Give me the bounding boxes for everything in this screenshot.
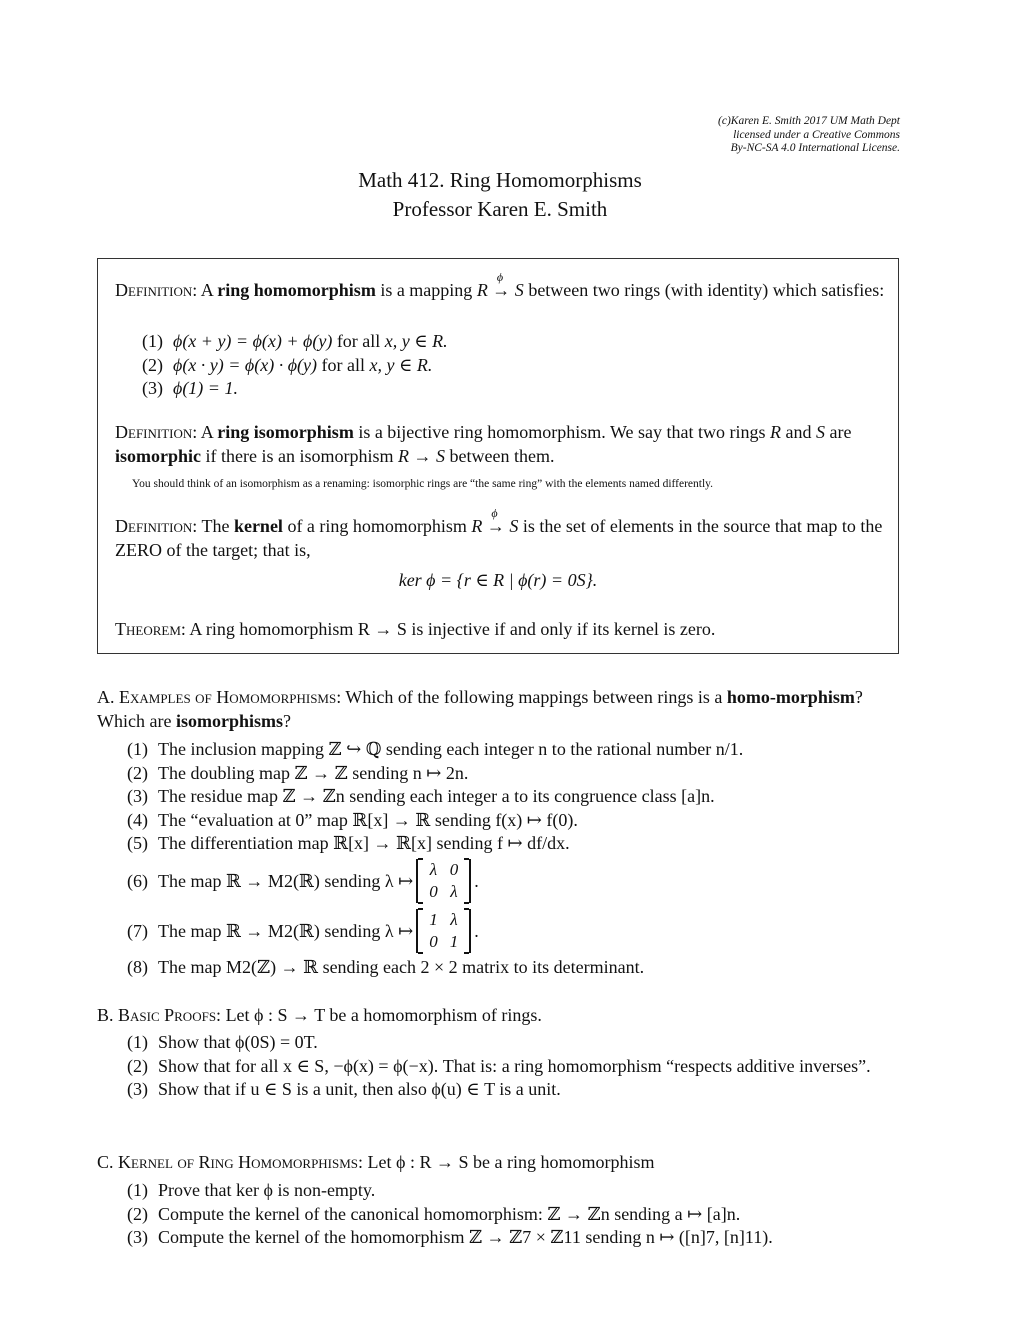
item-text: Compute the kernel of the homomorphism ℤ → ℤ7 × ℤ11 sending n ↦ ([n]7, [n]11). [158, 1227, 773, 1247]
math: R [769, 422, 781, 442]
term: isomorphic [115, 445, 202, 466]
theorem-label: Theorem [115, 619, 181, 639]
list-item: (3) Show that if u ∈ S is a unit, then also ϕ(u) ∈ T is a unit. [127, 1078, 902, 1102]
theorem-text: A ring homomorphism R → S is injective if and only if its kernel is zero. [189, 619, 716, 639]
definition-label: Definition [115, 422, 193, 442]
item-text: The “evaluation at 0” map ℝ[x] → ℝ sending f(x) ↦ f(0). [158, 809, 578, 830]
matrix-entry: 1 [449, 931, 459, 951]
matrix [416, 859, 471, 903]
license-line: (c)Karen E. Smith 2017 UM Math Dept [718, 115, 900, 127]
term: ring homomorphism [217, 280, 376, 300]
phi-label: ϕ [491, 506, 498, 520]
list-item: (1) The inclusion mapping ℤ ↪ ℚ sending each integer n to the rational number n/1. [127, 738, 907, 762]
text: The [201, 516, 230, 536]
math: R → S [398, 445, 445, 466]
text: A [200, 422, 213, 442]
text: is a mapping [380, 280, 473, 300]
text: is the set of elements in the source that map to the ZERO of the target; that is, [115, 516, 883, 560]
item-text: The residue map ℤ → ℤn sending each integer a to its congruence class [a]n. [158, 786, 715, 806]
math: ϕ(x · y) = ϕ(x) · ϕ(y) [173, 354, 318, 375]
list-item: (2) The doubling map ℤ → ℤ sending n ↦ 2n. [127, 762, 907, 786]
text: Which of the following mappings between rings is a [345, 687, 723, 707]
text: if there is an isomorphism [205, 445, 394, 466]
isomorphism-note: You should think of an isomorphism as a renaming: isomorphic rings are “the same ring” with the elements named differently. [132, 478, 714, 490]
item-text: Compute the kernel of the canonical homomorphism: ℤ → ℤn sending a ↦ [a]n. [158, 1203, 741, 1224]
text: and [785, 422, 812, 442]
item-text: The differentiation map ℝ[x] → ℝ[x] sending f ↦ df/dx. [158, 833, 570, 853]
list-item [142, 354, 882, 378]
item-number: (2) [142, 354, 163, 375]
list-item: (1) Prove that ker ϕ is non-empty. [127, 1179, 902, 1203]
map: R → S [471, 516, 519, 536]
item-text: The map M2(ℤ) → ℝ sending each 2 × 2 matrix to its determinant. [158, 956, 645, 977]
text: of a ring homomorphism [287, 516, 467, 536]
term: isomorphisms [175, 710, 283, 731]
list-item: (5) The differentiation map ℝ[x] → ℝ[x] sending f ↦ df/dx. [127, 832, 907, 856]
section-b-heading [97, 1004, 902, 1028]
matrix-entry: λ [450, 881, 458, 901]
section-label: C. Kernel of Ring Homomorphisms: [97, 1152, 364, 1172]
matrix-entry: λ [450, 909, 458, 929]
item-text: The doubling map ℤ → ℤ sending n ↦ 2n. [158, 762, 469, 783]
author: Professor Karen E. Smith [392, 197, 608, 221]
section-c-heading [97, 1151, 902, 1175]
definition-kernel: Definition: The kernel of a ring homomorphism R → S ϕ is the set of elements in the source that map to the ZERO of the target; that is, [115, 515, 890, 562]
section-a-list [127, 738, 907, 979]
matrix-entry: 0 [449, 859, 459, 879]
list-item: (8) The map M2(ℤ) → ℝ sending each 2 × 2 matrix to its determinant. [127, 956, 907, 980]
list-item: (1) Show that ϕ(0S) = 0T. [127, 1031, 902, 1055]
list-item: (4) The “evaluation at 0” map ℝ[x] → ℝ sending f(x) ↦ f(0). [127, 809, 907, 833]
text: ? [282, 710, 291, 731]
kernel-equation: ker ϕ = {r ∈ R | ϕ(r) = 0S}. [398, 570, 598, 590]
list-item [142, 330, 882, 354]
text: between them. [449, 445, 555, 466]
list-item: (6) The map ℝ → M2(ℝ) sending λ ↦ λ 0 0 λ . [127, 856, 907, 906]
text: Let ϕ : R → S be a ring homomorphism [367, 1152, 655, 1172]
item-text: Show that ϕ(0S) = 0T. [158, 1032, 318, 1052]
term: homo-morphism [726, 687, 855, 707]
text: for all [336, 331, 381, 351]
math-map [476, 270, 524, 300]
list-item: (7) The map ℝ → M2(ℝ) sending λ ↦ 1 λ 0 1 . [127, 906, 907, 956]
math: x, y ∈ R. [369, 354, 433, 375]
item-text: Prove that ker ϕ is non-empty. [158, 1180, 376, 1200]
text: are [829, 422, 852, 442]
list-item [142, 377, 882, 401]
list-item: (2) Show that for all x ∈ S, −ϕ(x) = ϕ(−x). That is: a ring homomorphism “respects additive inverses”. [127, 1055, 902, 1079]
item-text: The inclusion mapping ℤ ↪ ℚ sending each integer n to the rational number n/1. [158, 739, 744, 759]
page-title: Math 412. Ring Homomorphisms [358, 168, 642, 192]
section-a-heading [97, 686, 902, 733]
license-line: By-NC-SA 4.0 International License. [730, 142, 900, 154]
matrix [416, 909, 471, 953]
item-text: Show that if u ∈ S is a unit, then also ϕ(u) ∈ T is a unit. [158, 1079, 561, 1099]
list-item: (3) Compute the kernel of the homomorphism ℤ → ℤ7 × ℤ11 sending n ↦ ([n]7, [n]11). [127, 1226, 902, 1250]
text: for all [321, 354, 366, 375]
text: ? Which are [97, 687, 863, 731]
list-item: (2) Compute the kernel of the canonical homomorphism: ℤ → ℤn sending a ↦ [a]n. [127, 1203, 902, 1227]
license-note [718, 115, 900, 156]
math: ϕ(x + y) = ϕ(x) + ϕ(y) [173, 331, 333, 351]
matrix-entry: 1 [429, 909, 438, 929]
definition-label: Definition [115, 516, 193, 536]
math: ϕ(1) = 1. [173, 378, 238, 398]
math-map [471, 506, 519, 536]
text: is a bijective ring homomorphism. We say that two rings [358, 422, 766, 442]
math: S [815, 422, 825, 442]
matrix-entry: 0 [429, 881, 438, 901]
term: ring isomorphism [217, 422, 354, 442]
theorem: Theorem: A ring homomorphism R → S is injective if and only if its kernel is zero. [115, 619, 716, 639]
matrix-entry: 0 [429, 931, 438, 951]
item-number: (3) [142, 378, 163, 398]
section-label: B. Basic Proofs: [97, 1005, 222, 1025]
item-text: Show that for all x ∈ S, −ϕ(x) = ϕ(−x). That is: a ring homomorphism “respects additive inverses”. [158, 1055, 871, 1076]
math: x, y ∈ R. [384, 331, 448, 351]
item-text: The map ℝ → M2(ℝ) sending λ ↦ [158, 920, 414, 941]
definition-label: Definition [115, 280, 193, 300]
section-c-list [127, 1179, 902, 1250]
term: kernel [233, 516, 283, 536]
definitions-box [97, 258, 899, 654]
item-number: (1) [142, 331, 163, 351]
definition-ring-isomorphism: Definition: A ring isomorphism is a bijective ring homomorphism. We say that two rings R and S are isomorphic if there is an isomorphism R → S between them. [115, 422, 852, 466]
matrix-entry: λ [429, 859, 438, 879]
map: R → S [476, 280, 524, 300]
text: Let ϕ : S → T be a homomorphism of rings. [225, 1005, 542, 1025]
license-line: licensed under a Creative Commons [733, 128, 900, 141]
section-label: A. Examples of Homomorphisms: [97, 687, 342, 707]
list-item: (3) The residue map ℤ → ℤn sending each integer a to its congruence class [a]n. [127, 785, 907, 809]
text: between two rings (with identity) which satisfies: [528, 280, 885, 300]
text: A [200, 280, 213, 300]
definition-ring-homomorphism: Definition: A ring homomorphism is a mapping R → S ϕ between two rings (with identity) which satisfies: [115, 279, 890, 303]
section-b-list [127, 1031, 902, 1102]
definition-conditions [142, 330, 882, 401]
phi-label: ϕ [496, 270, 504, 284]
item-text: The map ℝ → M2(ℝ) sending λ ↦ [158, 870, 414, 891]
